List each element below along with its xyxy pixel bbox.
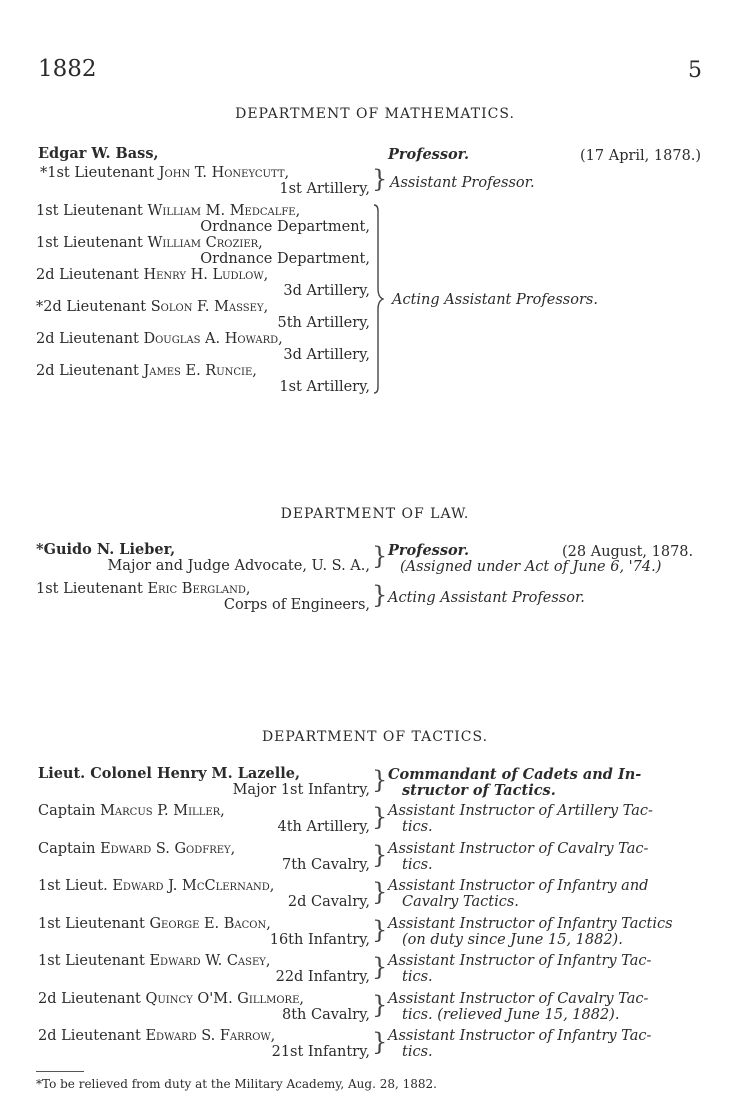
brace-icon: } [372, 766, 388, 794]
tactics-entry-0-name: Captain Marcus P. Miller, [38, 803, 225, 819]
acting-3-name: *2d Lieutenant Solon F. Massey, [36, 299, 269, 315]
tactics-entry-3-role-2: (on duty since June 15, 1882). [402, 932, 623, 948]
tactics-entry-0-unit: 4th Artillery, [277, 819, 370, 835]
tactics-entry-4-role-2: tics. [402, 969, 433, 985]
acting-0-unit: Ordnance Department, [200, 219, 370, 235]
brace-icon: } [372, 1028, 388, 1056]
brace-icon: } [372, 916, 388, 944]
tactics-entry-5-role-1: Assistant Instructor of Cavalry Tac- [388, 991, 649, 1007]
lieber-date: (28 August, 1878. [562, 544, 694, 560]
tactics-entry-1-unit: 7th Cavalry, [281, 857, 370, 873]
heading-law: DEPARTMENT OF LAW. [280, 506, 470, 522]
tactics-entry-0-role-2: tics. [402, 819, 433, 835]
brace-icon: } [372, 991, 388, 1019]
acting-3-unit: 5th Artillery, [277, 315, 370, 331]
lazelle-unit: Major 1st Infantry, [232, 782, 370, 798]
tactics-entry-4-unit: 22d Infantry, [275, 969, 370, 985]
lazelle-role-2: structor of Tactics. [402, 782, 556, 799]
brace-icon: } [372, 878, 388, 906]
tactics-entry-3-unit: 16th Infantry, [269, 932, 370, 948]
tactics-entry-5-name: 2d Lieutenant Quincy O'M. Gillmore, [38, 991, 304, 1007]
bass-name: Edgar W. Bass, [38, 145, 159, 162]
acting-2-unit: 3d Artillery, [283, 283, 370, 299]
tactics-entry-2-role-1: Assistant Instructor of Infantry and [388, 878, 649, 894]
bass-date: (17 April, 1878.) [580, 148, 702, 164]
tactics-entry-1-role-1: Assistant Instructor of Cavalry Tac- [388, 841, 649, 857]
heading-tactics: DEPARTMENT OF TACTICS. [261, 729, 489, 745]
big-brace-icon [370, 203, 384, 395]
tactics-entry-4-name: 1st Lieutenant Edward W. Casey, [38, 953, 271, 969]
tactics-entry-6-role-1: Assistant Instructor of Infantry Tac- [388, 1028, 652, 1044]
brace-icon: } [372, 803, 388, 831]
bass-title: Professor. [388, 146, 470, 163]
tactics-entry-5-role-2: tics. (relieved June 15, 1882). [402, 1007, 620, 1023]
honeycutt-unit: 1st Artillery, [279, 181, 370, 197]
acting-4-unit: 3d Artillery, [283, 347, 370, 363]
acting-0-name: 1st Lieutenant William M. Medcalfe, [36, 203, 301, 219]
footnote-rule [36, 1071, 84, 1072]
tactics-entry-2-unit: 2d Cavalry, [287, 894, 370, 910]
page-year: 1882 [38, 56, 97, 82]
tactics-entry-0-role-1: Assistant Instructor of Artillery Tac- [388, 803, 653, 819]
tactics-entry-6-unit: 21st Infantry, [271, 1044, 370, 1060]
brace-icon: } [372, 542, 388, 570]
tactics-entry-2-role-2: Cavalry Tactics. [402, 894, 519, 910]
acting-2-name: 2d Lieutenant Henry H. Ludlow, [36, 267, 269, 283]
acting-role: Acting Assistant Professors. [392, 292, 598, 308]
honeycutt-role: Assistant Professor. [390, 175, 535, 191]
lieber-title: Professor. [388, 542, 470, 559]
tactics-entry-2-name: 1st Lieut. Edward J. McClernand, [38, 878, 275, 894]
tactics-entry-1-role-2: tics. [402, 857, 433, 873]
acting-1-name: 1st Lieutenant William Crozier, [36, 235, 263, 251]
acting-4-name: 2d Lieutenant Douglas A. Howard, [36, 331, 283, 347]
acting-5-unit: 1st Artillery, [279, 379, 370, 395]
brace-icon: } [372, 165, 388, 193]
acting-5-name: 2d Lieutenant James E. Runcie, [36, 363, 257, 379]
lazelle-name: Lieut. Colonel Henry M. Lazelle, [38, 765, 301, 782]
lieber-name: *Guido N. Lieber, [36, 541, 176, 558]
bergland-role: Acting Assistant Professor. [388, 590, 585, 606]
heading-mathematics: DEPARTMENT OF MATHEMATICS. [235, 106, 515, 122]
tactics-entry-4-role-1: Assistant Instructor of Infantry Tac- [388, 953, 652, 969]
footnote: *To be relieved from duty at the Military Academy, Aug. 28, 1882. [36, 1077, 437, 1091]
acting-1-unit: Ordnance Department, [200, 251, 370, 267]
tactics-entry-1-name: Captain Edward S. Godfrey, [38, 841, 236, 857]
lazelle-role-1: Commandant of Cadets and In- [388, 766, 642, 783]
tactics-entry-5-unit: 8th Cavalry, [281, 1007, 370, 1023]
bergland-unit: Corps of Engineers, [223, 597, 370, 613]
tactics-entry-6-name: 2d Lieutenant Edward S. Farrow, [38, 1028, 276, 1044]
lieber-sub: Major and Judge Advocate, U. S. A., [107, 558, 370, 574]
page-number: 5 [688, 58, 702, 83]
lieber-note: (Assigned under Act of June 6, '74.) [400, 559, 662, 575]
honeycutt-name: *1st Lieutenant John T. Honeycutt, [40, 165, 290, 181]
tactics-entry-3-name: 1st Lieutenant George E. Bacon, [38, 916, 271, 932]
brace-icon: } [372, 953, 388, 981]
tactics-entry-3-role-1: Assistant Instructor of Infantry Tactics [388, 916, 673, 932]
brace-icon: } [372, 581, 388, 609]
bergland-name: 1st Lieutenant Eric Bergland, [36, 581, 251, 597]
brace-icon: } [372, 841, 388, 869]
tactics-entry-6-role-2: tics. [402, 1044, 433, 1060]
